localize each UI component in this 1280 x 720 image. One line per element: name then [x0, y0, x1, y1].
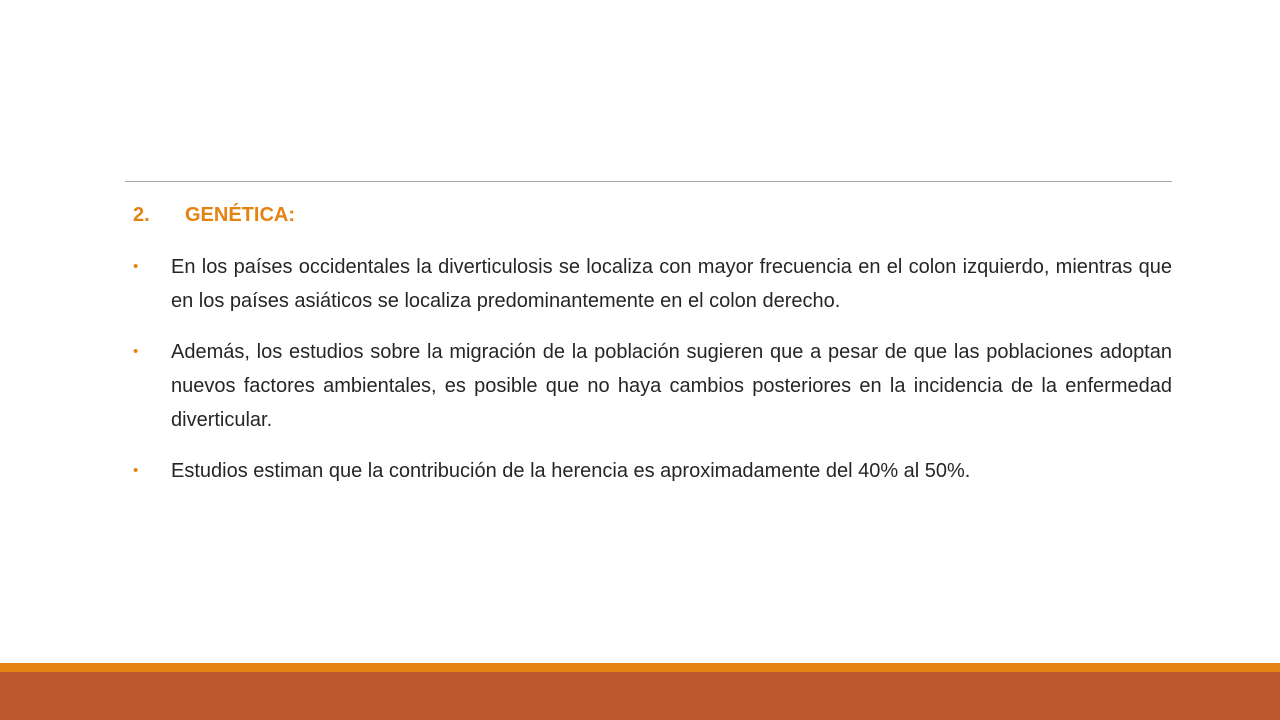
footer-accent-strip [0, 663, 1280, 672]
bullet-text: Además, los estudios sobre la migración de la población sugieren que a pesar de que las poblaciones adoptan nuevos factores ambientales, es posible que no haya cambios posteriores en la incidencia de la enfermedad diverticular. [171, 341, 1172, 431]
bullet-item [133, 250, 1172, 318]
bullet-dot-icon: • [133, 462, 139, 479]
bullet-text: En los países occidentales la diverticulosis se localiza con mayor frecuencia en el colon izquierdo, mientras que en los países asiáticos se localiza predominantemente en el colon derecho. [171, 256, 1172, 312]
slide-body [133, 200, 1172, 505]
bullet-text: Estudios estiman que la contribución de la herencia es aproximadamente del 40% al 50%. [171, 460, 971, 482]
bullet-item [133, 454, 1172, 488]
bullet-list [133, 250, 1172, 488]
footer-bar [0, 672, 1280, 720]
bullet-dot-icon: • [133, 343, 139, 360]
bullet-dot-icon: • [133, 258, 139, 275]
heading-title: GENÉTICA: [185, 204, 295, 226]
title-divider [125, 181, 1172, 182]
section-heading [133, 200, 1172, 230]
heading-number: 2. [133, 204, 150, 226]
bullet-item [133, 335, 1172, 437]
